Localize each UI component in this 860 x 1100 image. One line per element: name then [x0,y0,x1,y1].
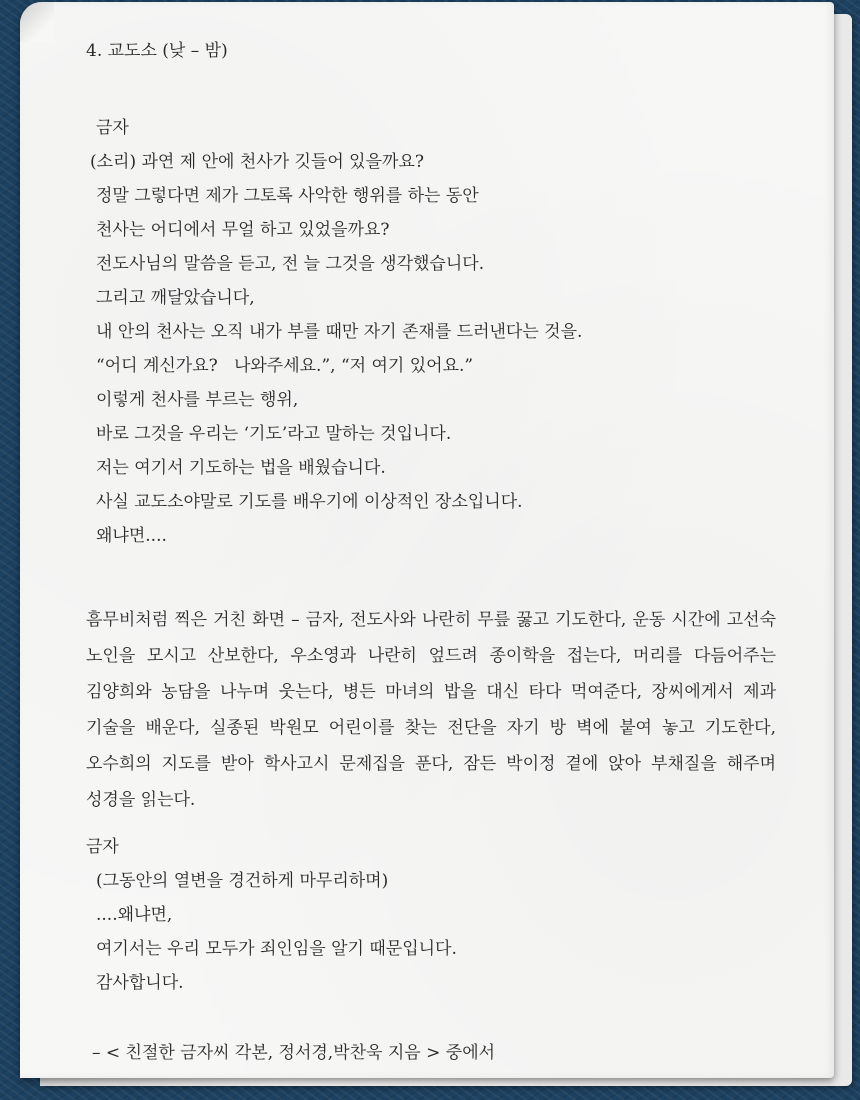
script-line: 그리고 깨달았습니다, [96,288,255,308]
script-line: 정말 그렇다면 제가 그토록 사악한 행위를 하는 동안 [96,186,479,206]
scene-description: 흠무비처럼 찍은 거친 화면 – 금자, 전도사와 나란히 무릎 꿇고 기도한다, 운동 시간에 고선숙 노인을 모시고 산보한다, 우소영과 나란히 엎드려 종이학을 접는다, 머리를 다듬어주는 김양희와 농담을 나누며 웃는다, 병든 마녀의 밥을 대신 타다 먹여준다, 장씨에게서 제과 기술을 배운다, 실종된 박원모 어린이를 찾는 전단을 자기 방 벽에 붙여 놓고 기도한다, 오수희의 지도를 받아 학사고시 문제집을 푼다, 잠든 박이정 곁에 앉아 부채질을 해주며 성경을 읽는다. [86,610,776,810]
source-attribution: – < 친절한 금자씨 각본, 정서경,박찬욱 지음 > 중에서 [92,1043,496,1063]
script-line: 여기서는 우리 모두가 죄인임을 알기 때문입니다. [96,939,457,959]
script-line: 바로 그것을 우리는 ‘기도’라고 말하는 것입니다. [96,424,452,444]
script-line: (소리) 과연 제 안에 천사가 깃들어 있을까요? [90,152,424,172]
script-line: 왜냐면.... [96,526,167,546]
script-line: 감사합니다. [96,973,184,993]
script-line: “어디 계신가요? 나와주세요.”, “저 여기 있어요.” [96,356,474,376]
scene-heading: 4. 교도소 (낮 – 밤) [86,41,228,61]
speaker-name: 금자 [86,837,119,857]
script-line: ....왜냐면, [96,905,173,925]
script-line: 저는 여기서 기도하는 법을 배웠습니다. [96,458,386,478]
script-line: 내 안의 천사는 오직 내가 부를 때만 자기 존재를 드러낸다는 것을. [96,322,583,342]
script-line: 이렇게 천사를 부르는 행위, [96,390,299,410]
speaker-name: 금자 [96,118,129,138]
stage-direction: (그동안의 열변을 경건하게 마무리하며) [96,871,389,891]
script-line: 전도사님의 말씀을 듣고, 전 늘 그것을 생각했습니다. [96,254,485,274]
page-corner-fold [20,2,54,42]
script-line: 사실 교도소야말로 기도를 배우기에 이상적인 장소입니다. [96,492,523,512]
script-line: 천사는 어디에서 무얼 하고 있었을까요? [96,220,390,240]
